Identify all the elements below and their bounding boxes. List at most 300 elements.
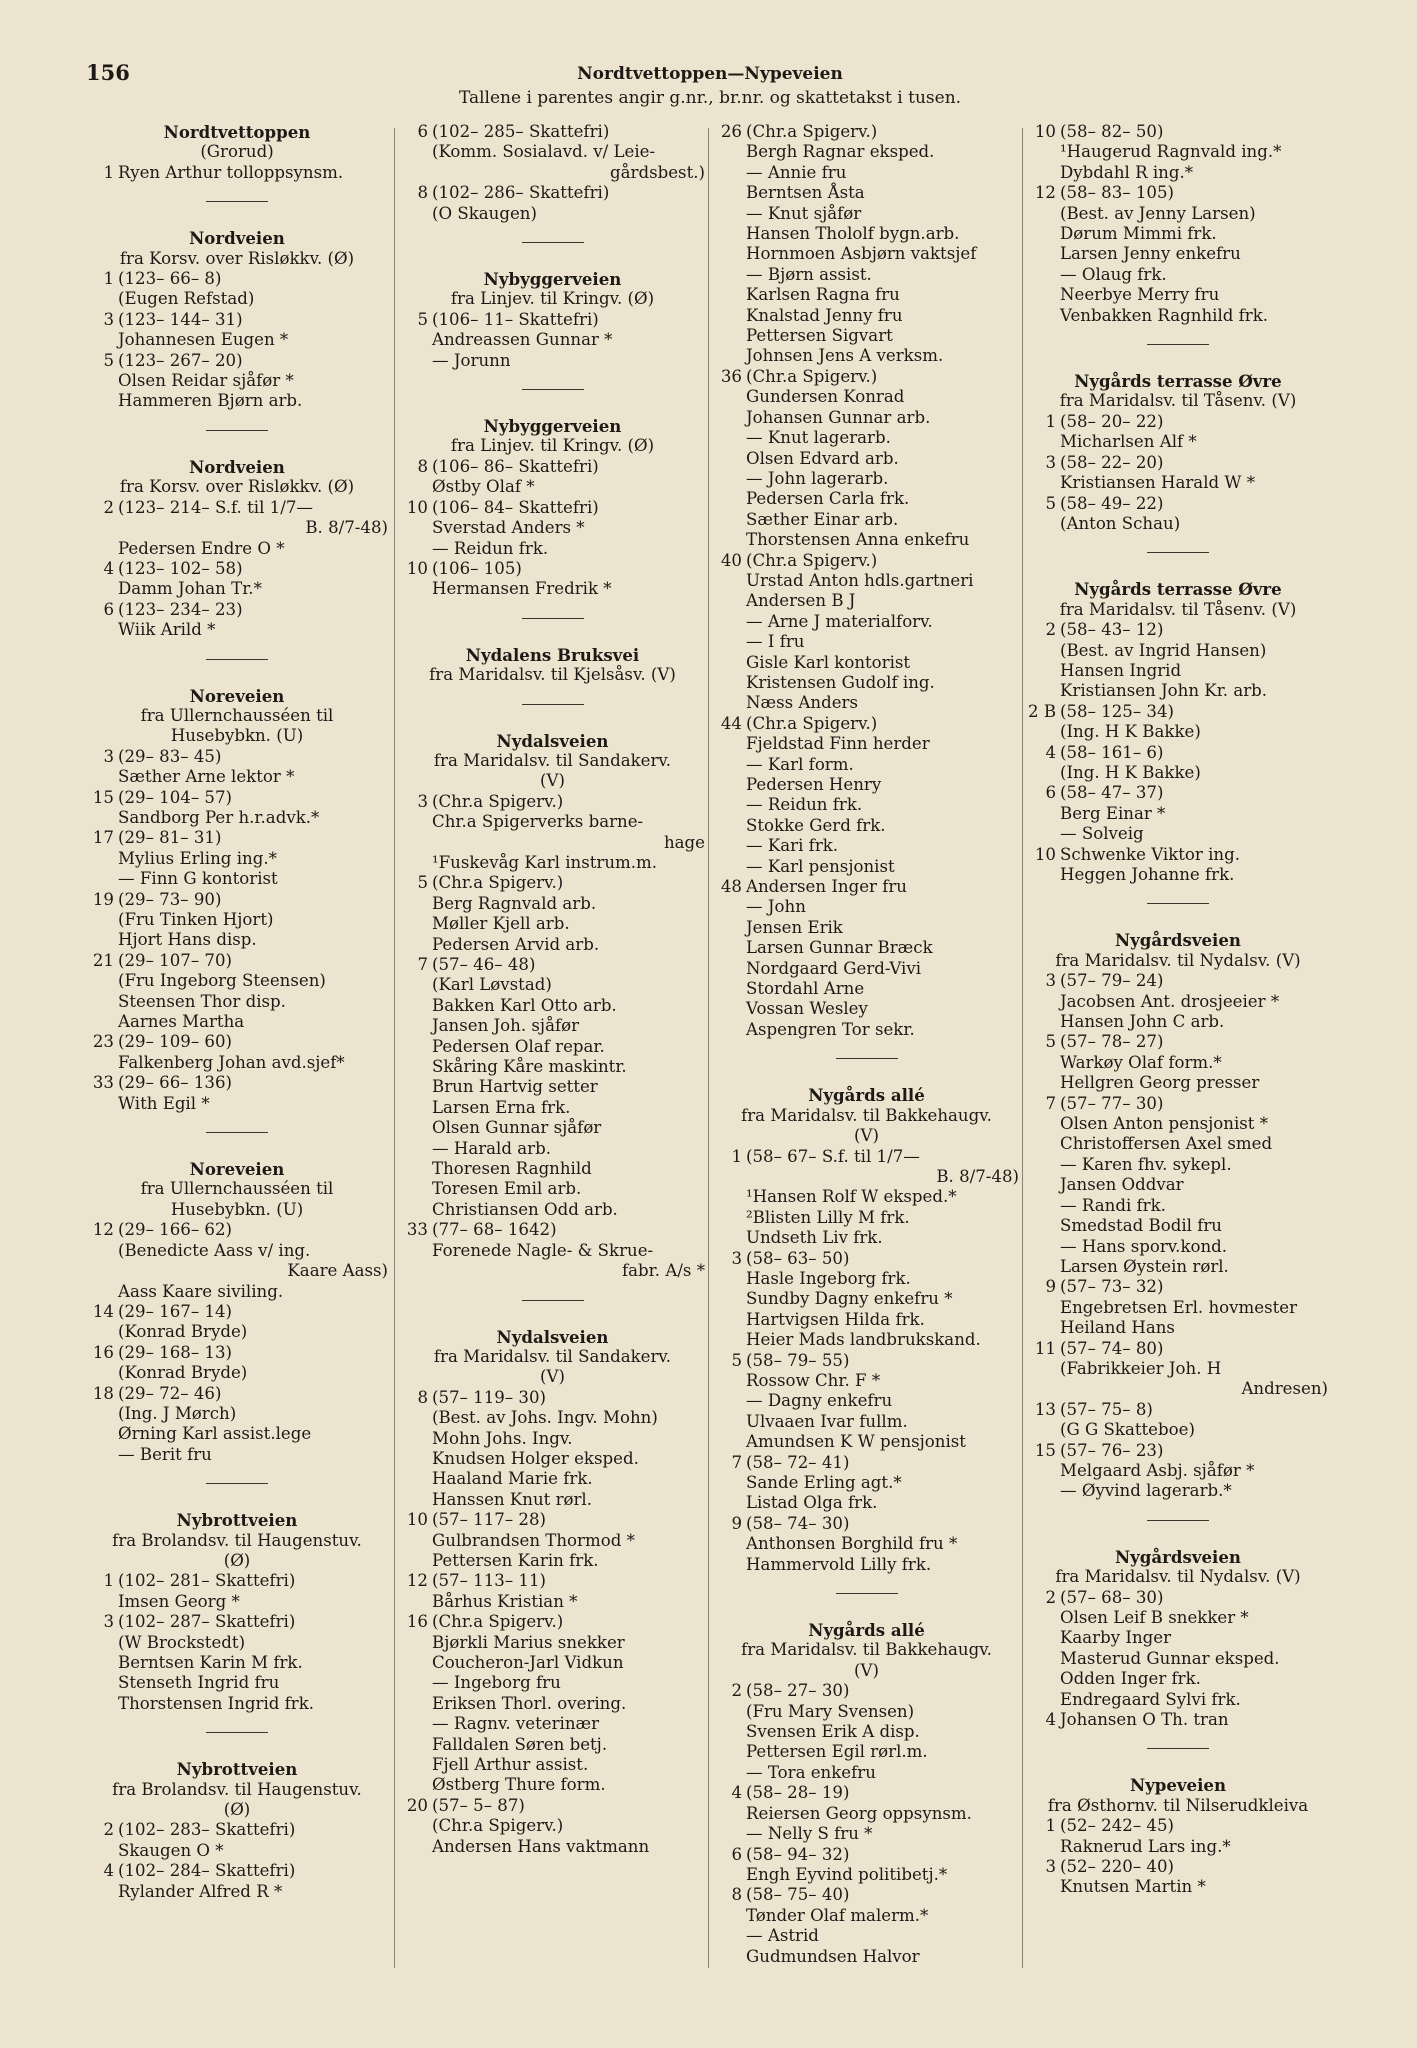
directory-line bbox=[1028, 1710, 1328, 1730]
directory-line bbox=[714, 244, 1019, 264]
house-number: 10 bbox=[1034, 122, 1056, 141]
line-text: (106– 11– Skattefri) bbox=[432, 309, 599, 329]
directory-line bbox=[400, 1571, 705, 1591]
house-number: 5 bbox=[731, 1350, 742, 1370]
page-header: Nordtvettoppen—Nypeveien bbox=[577, 64, 843, 84]
directory-line bbox=[1028, 1339, 1328, 1359]
line-text: Damm Johan Tr.* bbox=[118, 579, 262, 599]
directory-line bbox=[1028, 1237, 1328, 1257]
street-route: (V) bbox=[540, 771, 565, 791]
directory-line bbox=[714, 1020, 1019, 1040]
line-text: Sande Erling agt.* bbox=[746, 1473, 902, 1492]
line-text: (57– 75– 8) bbox=[1060, 1399, 1153, 1419]
line-text: Andersen B J bbox=[746, 591, 856, 611]
line-text: — John bbox=[746, 897, 806, 917]
house-number: 1 bbox=[1045, 1816, 1056, 1836]
line-text: Anthonsen Borghild fru * bbox=[746, 1534, 958, 1554]
directory-line bbox=[1028, 1837, 1328, 1857]
directory-line bbox=[714, 1310, 1019, 1330]
line-text: — Annie fru bbox=[746, 162, 847, 182]
line-text: (58– 28– 19) bbox=[746, 1783, 850, 1803]
line-text: Andersen Hans vaktmann bbox=[432, 1836, 650, 1856]
line-text: (58– 75– 40) bbox=[746, 1885, 850, 1905]
house-number: 3 bbox=[1045, 452, 1056, 472]
line-text: — Karl form. bbox=[746, 754, 854, 774]
line-text: Fjeldstad Finn herder bbox=[746, 734, 930, 754]
street-route: Husebybkn. (U) bbox=[170, 1199, 304, 1219]
line-text: Skaugen O * bbox=[118, 1840, 224, 1860]
section-separator bbox=[522, 618, 584, 619]
directory-line bbox=[400, 1469, 705, 1489]
house-number: 6 bbox=[417, 122, 428, 141]
line-text: Larsen Erna frk. bbox=[432, 1097, 571, 1117]
line-text: — Berit fru bbox=[118, 1444, 212, 1464]
line-text: (58– 49– 22) bbox=[1060, 493, 1164, 513]
directory-line bbox=[1028, 285, 1328, 305]
directory-line bbox=[714, 918, 1019, 938]
line-text: Listad Olga frk. bbox=[746, 1493, 878, 1513]
directory-line bbox=[400, 498, 705, 518]
directory-line bbox=[1028, 681, 1328, 701]
line-text: Sundby Dagny enkefru * bbox=[746, 1289, 953, 1309]
line-text: Christoffersen Axel smed bbox=[1060, 1134, 1273, 1154]
line-text: Hjort Hans disp. bbox=[118, 930, 257, 950]
line-text: Andresen) bbox=[1241, 1379, 1328, 1399]
line-text: Bergh Ragnar eksped. bbox=[746, 142, 935, 162]
directory-line bbox=[1028, 722, 1328, 742]
line-text: (58– 43– 12) bbox=[1060, 620, 1164, 640]
line-text: (Eugen Refstad) bbox=[118, 289, 255, 309]
directory-line bbox=[714, 897, 1019, 917]
house-number: 20 bbox=[406, 1795, 428, 1815]
directory-line bbox=[86, 1673, 388, 1693]
directory-line bbox=[1028, 183, 1328, 203]
directory-line bbox=[86, 1592, 388, 1612]
directory-line bbox=[400, 142, 705, 162]
house-number: 16 bbox=[92, 1342, 114, 1362]
house-number: 15 bbox=[92, 787, 114, 807]
line-text: Dørum Mimmi frk. bbox=[1060, 224, 1217, 244]
street-name: Nygårds allé bbox=[808, 1620, 925, 1641]
line-text: (Chr.a Spigerv.) bbox=[746, 122, 878, 141]
directory-line bbox=[714, 1412, 1019, 1432]
directory-line bbox=[714, 1804, 1019, 1824]
directory-line bbox=[1028, 1481, 1328, 1501]
street-name: Nybrottveien bbox=[176, 1759, 298, 1780]
line-text: (Best. av Ingrid Hansen) bbox=[1060, 640, 1267, 660]
house-number: 1 bbox=[103, 269, 114, 289]
directory-line bbox=[1028, 1816, 1328, 1836]
directory-line bbox=[86, 1445, 388, 1465]
line-text: Rylander Alfred R * bbox=[118, 1881, 283, 1901]
directory-line bbox=[1028, 1441, 1328, 1461]
directory-line bbox=[400, 1057, 705, 1077]
directory-line bbox=[86, 1094, 388, 1114]
column-1 bbox=[86, 122, 388, 1908]
directory-line bbox=[400, 1714, 705, 1734]
house-number: 13 bbox=[1034, 1399, 1056, 1419]
line-text: Falkenberg Johan avd.sjef* bbox=[118, 1052, 345, 1072]
column-3 bbox=[714, 122, 1019, 1973]
line-text: (Benedicte Aass v/ ing. bbox=[118, 1240, 311, 1260]
directory-line bbox=[400, 518, 705, 538]
line-text: Toresen Emil arb. bbox=[432, 1179, 582, 1199]
street-entry bbox=[86, 228, 388, 412]
line-text: fabr. A/s * bbox=[622, 1261, 705, 1281]
line-text: Berg Einar * bbox=[1060, 803, 1166, 823]
line-text: Venbakken Ragnhild frk. bbox=[1060, 305, 1269, 325]
directory-line bbox=[1028, 1134, 1328, 1154]
line-text: Østby Olaf * bbox=[432, 477, 535, 497]
line-text: Aass Kaare siviling. bbox=[118, 1281, 284, 1301]
line-text: Rossow Chr. F * bbox=[746, 1370, 881, 1390]
house-number: 5 bbox=[1045, 493, 1056, 513]
line-text: Falldalen Søren betj. bbox=[432, 1734, 608, 1754]
line-text: (57– 78– 27) bbox=[1060, 1032, 1164, 1052]
line-text: (29– 168– 13) bbox=[118, 1342, 232, 1362]
directory-line bbox=[1028, 412, 1328, 432]
street-route: fra Linjev. til Kringv. (Ø) bbox=[450, 436, 655, 456]
directory-line bbox=[1028, 1628, 1328, 1648]
directory-line bbox=[1028, 1298, 1328, 1318]
directory-line bbox=[1028, 142, 1328, 162]
directory-line bbox=[1028, 244, 1328, 264]
directory-line bbox=[1028, 620, 1328, 640]
directory-line bbox=[400, 330, 705, 350]
directory-line bbox=[1028, 1588, 1328, 1608]
directory-line bbox=[86, 351, 388, 371]
line-text: Pedersen Carla frk. bbox=[746, 489, 910, 509]
street-name: Nygårdsveien bbox=[1115, 1546, 1241, 1567]
house-number: 8 bbox=[417, 456, 428, 476]
directory-line bbox=[86, 1012, 388, 1032]
street-name: Noreveien bbox=[189, 1159, 285, 1180]
directory-line bbox=[86, 1302, 388, 1322]
line-text: Forenede Nagle- & Skrue- bbox=[432, 1240, 654, 1260]
street-route: fra Brolandsv. til Haugenstuv. bbox=[112, 1779, 362, 1799]
section-separator bbox=[836, 1058, 898, 1059]
directory-line bbox=[1028, 1175, 1328, 1195]
section-separator bbox=[1147, 1748, 1209, 1749]
line-text: Nordgaard Gerd-Vivi bbox=[746, 958, 922, 978]
directory-line bbox=[400, 975, 705, 995]
street-entry bbox=[86, 1759, 388, 1902]
line-text: (29– 73– 90) bbox=[118, 889, 222, 909]
house-number: 6 bbox=[1045, 783, 1056, 803]
directory-line bbox=[400, 1673, 705, 1693]
house-number: 26 bbox=[720, 122, 742, 141]
line-text: (29– 109– 60) bbox=[118, 1032, 232, 1052]
street-route: Husebybkn. (U) bbox=[170, 726, 304, 746]
directory-line bbox=[1028, 1155, 1328, 1175]
line-text: (58– 27– 30) bbox=[746, 1681, 850, 1701]
line-text: — Knut sjåfør bbox=[746, 203, 862, 223]
directory-line bbox=[714, 122, 1019, 142]
street-entry bbox=[400, 416, 705, 600]
directory-line bbox=[400, 1510, 705, 1530]
directory-line bbox=[400, 183, 705, 203]
section-separator bbox=[206, 1483, 268, 1484]
directory-line bbox=[714, 653, 1019, 673]
directory-line bbox=[1028, 1277, 1328, 1297]
directory-line bbox=[714, 1514, 1019, 1534]
directory-line bbox=[714, 1330, 1019, 1350]
line-text: Johansen Gunnar arb. bbox=[746, 407, 931, 427]
house-number: 3 bbox=[1045, 1857, 1056, 1877]
line-text: (O Skaugen) bbox=[432, 203, 537, 223]
line-text: Olsen Reidar sjåfør * bbox=[118, 371, 294, 391]
street-route: (V) bbox=[540, 1367, 565, 1387]
directory-line bbox=[714, 1473, 1019, 1493]
house-number: 14 bbox=[92, 1301, 114, 1321]
directory-line bbox=[400, 1775, 705, 1795]
line-text: (29– 72– 46) bbox=[118, 1383, 222, 1403]
line-text: B. 8/7-48) bbox=[305, 518, 388, 538]
directory-line bbox=[400, 1735, 705, 1755]
directory-line bbox=[400, 1098, 705, 1118]
line-text: (57– 79– 24) bbox=[1060, 971, 1164, 991]
directory-line bbox=[400, 163, 705, 183]
directory-line bbox=[400, 204, 705, 224]
directory-line bbox=[400, 1179, 705, 1199]
directory-line bbox=[400, 477, 705, 497]
directory-line bbox=[86, 330, 388, 350]
house-number: 7 bbox=[731, 1452, 742, 1472]
line-text: Stenseth Ingrid fru bbox=[118, 1673, 280, 1693]
line-text: (Chr.a Spigerv.) bbox=[746, 550, 878, 570]
line-text: — Dagny enkefru bbox=[746, 1391, 893, 1411]
line-text: Ulvaaen Ivar fullm. bbox=[746, 1411, 908, 1431]
line-text: (58– 22– 20) bbox=[1060, 452, 1164, 472]
directory-line bbox=[400, 457, 705, 477]
house-number: 8 bbox=[731, 1885, 742, 1905]
directory-line bbox=[1028, 473, 1328, 493]
section-separator bbox=[1147, 552, 1209, 553]
line-text: (102– 283– Skattefri) bbox=[118, 1820, 296, 1840]
line-text: (57– 74– 80) bbox=[1060, 1338, 1164, 1358]
line-text: (77– 68– 1642) bbox=[432, 1220, 557, 1240]
street-name: Nordveien bbox=[189, 228, 285, 249]
line-text: (57– 76– 23) bbox=[1060, 1440, 1164, 1460]
street-route: fra Ullernchausséen til bbox=[140, 705, 334, 725]
street-route: fra Maridalsv. til Sandakerv. bbox=[433, 750, 672, 770]
directory-line bbox=[400, 1633, 705, 1653]
directory-line bbox=[86, 1363, 388, 1383]
line-text: Hartvigsen Hilda frk. bbox=[746, 1309, 925, 1329]
directory-line bbox=[86, 391, 388, 411]
directory-line bbox=[400, 1755, 705, 1775]
line-text: Odden Inger frk. bbox=[1060, 1669, 1201, 1689]
directory-line bbox=[86, 788, 388, 808]
line-text: Heiland Hans bbox=[1060, 1318, 1175, 1338]
directory-line bbox=[1028, 763, 1328, 783]
street-route: fra Korsv. over Risløkkv. (Ø) bbox=[119, 477, 355, 497]
directory-line bbox=[86, 930, 388, 950]
line-text: (Anton Schau) bbox=[1060, 513, 1181, 533]
directory-line bbox=[86, 289, 388, 309]
line-text: Dybdahl R ing.* bbox=[1060, 162, 1194, 182]
line-text: — Reidun frk. bbox=[432, 538, 549, 558]
street-entry bbox=[400, 269, 705, 371]
page-subheader: Tallene i parentes angir g.nr., br.nr. og skattetakst i tusen. bbox=[458, 88, 962, 108]
street-route: fra Maridalsv. til Sandakerv. bbox=[433, 1346, 672, 1366]
house-number: 8 bbox=[417, 183, 428, 203]
street-entry bbox=[714, 122, 1019, 1040]
house-number: 40 bbox=[720, 550, 742, 570]
directory-line bbox=[400, 1388, 705, 1408]
line-text: (Fabrikkeier Joh. H bbox=[1060, 1358, 1222, 1378]
column-divider bbox=[394, 128, 395, 1968]
directory-line bbox=[86, 1343, 388, 1363]
directory-line bbox=[714, 1391, 1019, 1411]
line-text: (58– 67– S.f. til 1/7— bbox=[746, 1146, 920, 1166]
line-text: — Reidun frk. bbox=[746, 795, 863, 815]
directory-line bbox=[1028, 1032, 1328, 1052]
directory-line bbox=[1028, 1053, 1328, 1073]
line-text: Andersen Inger fru bbox=[746, 877, 907, 897]
line-text: — Hans sporv.kond. bbox=[1060, 1236, 1228, 1256]
directory-line bbox=[714, 816, 1019, 836]
directory-line bbox=[400, 1220, 705, 1240]
directory-line bbox=[400, 1612, 705, 1632]
line-text: Smedstad Bodil fru bbox=[1060, 1216, 1222, 1236]
line-text: (123– 102– 58) bbox=[118, 558, 243, 578]
house-number: 1 bbox=[1045, 411, 1056, 431]
line-text: Chr.a Spigerverks barne- bbox=[432, 812, 644, 832]
directory-line bbox=[86, 559, 388, 579]
directory-line bbox=[400, 833, 705, 853]
column-divider bbox=[1022, 128, 1023, 1968]
street-route: fra Maridalsv. til Bakkehaugv. bbox=[741, 1640, 992, 1660]
directory-line bbox=[1028, 1649, 1328, 1669]
street-entry bbox=[1028, 371, 1328, 534]
line-text: (W Brockstedt) bbox=[118, 1632, 246, 1652]
street-entry bbox=[714, 1620, 1019, 1967]
directory-line bbox=[1028, 783, 1328, 803]
directory-line bbox=[1028, 1318, 1328, 1338]
line-text: Neerbye Merry fru bbox=[1060, 285, 1220, 305]
street-entry bbox=[1028, 930, 1328, 1501]
directory-line bbox=[714, 591, 1019, 611]
street-entry bbox=[1028, 579, 1328, 885]
street-entry bbox=[1028, 122, 1328, 326]
directory-line bbox=[714, 979, 1019, 999]
line-text: Mylius Erling ing.* bbox=[118, 848, 277, 868]
line-text: Jensen Erik bbox=[746, 917, 843, 937]
line-text: Olsen Leif B snekker * bbox=[1060, 1608, 1249, 1627]
line-text: (58– 74– 30) bbox=[746, 1513, 850, 1533]
house-number: 15 bbox=[1034, 1440, 1056, 1460]
line-text: Knudsen Holger eksped. bbox=[432, 1448, 639, 1468]
directory-line bbox=[400, 1429, 705, 1449]
line-text: (Fru Ingeborg Steensen) bbox=[118, 971, 326, 991]
line-text: B. 8/7-48) bbox=[936, 1166, 1019, 1186]
street-entry bbox=[714, 1085, 1019, 1575]
house-number: 44 bbox=[720, 713, 742, 733]
house-number: 10 bbox=[406, 497, 428, 517]
column-4 bbox=[1028, 122, 1328, 1904]
directory-line bbox=[86, 310, 388, 330]
directory-line bbox=[86, 1032, 388, 1052]
line-text: Sandborg Per h.r.advk.* bbox=[118, 807, 320, 827]
directory-line bbox=[714, 428, 1019, 448]
house-number: 3 bbox=[1045, 971, 1056, 991]
line-text: Hammeren Bjørn arb. bbox=[118, 391, 303, 411]
line-text: — John lagerarb. bbox=[746, 468, 889, 488]
street-name: Nypeveien bbox=[1129, 1775, 1227, 1796]
house-number: 2 bbox=[103, 1820, 114, 1840]
line-text: Steensen Thor disp. bbox=[118, 991, 286, 1011]
house-number: 11 bbox=[1034, 1338, 1056, 1358]
house-number: 4 bbox=[103, 558, 114, 578]
directory-line bbox=[400, 1261, 705, 1281]
directory-line bbox=[714, 836, 1019, 856]
line-text: — Øyvind lagerarb.* bbox=[1060, 1481, 1232, 1501]
directory-line bbox=[1028, 1379, 1328, 1399]
line-text: Skåring Kåre maskintr. bbox=[432, 1057, 627, 1077]
line-text: (Fru Mary Svensen) bbox=[746, 1701, 915, 1721]
section-separator bbox=[206, 659, 268, 660]
directory-line bbox=[714, 306, 1019, 326]
line-text: (Komm. Sosialavd. v/ Leie- bbox=[432, 142, 656, 162]
line-text: With Egil * bbox=[118, 1093, 210, 1113]
directory-line bbox=[714, 877, 1019, 897]
directory-line bbox=[714, 1147, 1019, 1167]
street-name: Nydalsveien bbox=[496, 730, 609, 751]
directory-line bbox=[714, 204, 1019, 224]
directory-line bbox=[714, 1885, 1019, 1905]
directory-line bbox=[86, 1053, 388, 1073]
street-route: (Ø) bbox=[223, 1550, 251, 1570]
line-text: (Karl Løvstad) bbox=[432, 975, 552, 995]
directory-line bbox=[86, 1282, 388, 1302]
line-text: Engh Eyvind politibetj.* bbox=[746, 1864, 948, 1884]
directory-line bbox=[714, 326, 1019, 346]
directory-line bbox=[400, 1241, 705, 1261]
house-number: 17 bbox=[92, 828, 114, 848]
directory-line bbox=[714, 142, 1019, 162]
line-text: — Karen fhv. sykepl. bbox=[1060, 1154, 1232, 1174]
directory-line bbox=[86, 1882, 388, 1902]
directory-line bbox=[714, 1493, 1019, 1513]
line-text: Olsen Gunnar sjåfør bbox=[432, 1118, 602, 1138]
line-text: Kaare Aass) bbox=[287, 1261, 388, 1281]
directory-line bbox=[714, 1865, 1019, 1885]
directory-line bbox=[86, 1220, 388, 1240]
directory-line bbox=[400, 894, 705, 914]
directory-line bbox=[714, 1167, 1019, 1187]
house-number: 5 bbox=[103, 350, 114, 370]
section-separator bbox=[206, 1132, 268, 1133]
directory-line bbox=[86, 371, 388, 391]
directory-line bbox=[1028, 1669, 1328, 1689]
directory-line bbox=[1028, 1608, 1328, 1628]
line-text: (57– 113– 11) bbox=[432, 1571, 546, 1591]
directory-line bbox=[86, 890, 388, 910]
line-text: Hermansen Fredrik * bbox=[432, 579, 612, 599]
directory-line bbox=[400, 1816, 705, 1836]
directory-line bbox=[714, 1783, 1019, 1803]
directory-line bbox=[1028, 1257, 1328, 1277]
line-text: (G G Skatteboe) bbox=[1060, 1420, 1195, 1440]
line-text: (29– 104– 57) bbox=[118, 787, 232, 807]
line-text: (106– 86– Skattefri) bbox=[432, 456, 599, 476]
house-number: 12 bbox=[406, 1571, 428, 1591]
directory-line bbox=[714, 795, 1019, 815]
directory-line bbox=[1028, 265, 1328, 285]
house-number: 1 bbox=[731, 1146, 742, 1166]
line-text: — Bjørn assist. bbox=[746, 264, 872, 284]
